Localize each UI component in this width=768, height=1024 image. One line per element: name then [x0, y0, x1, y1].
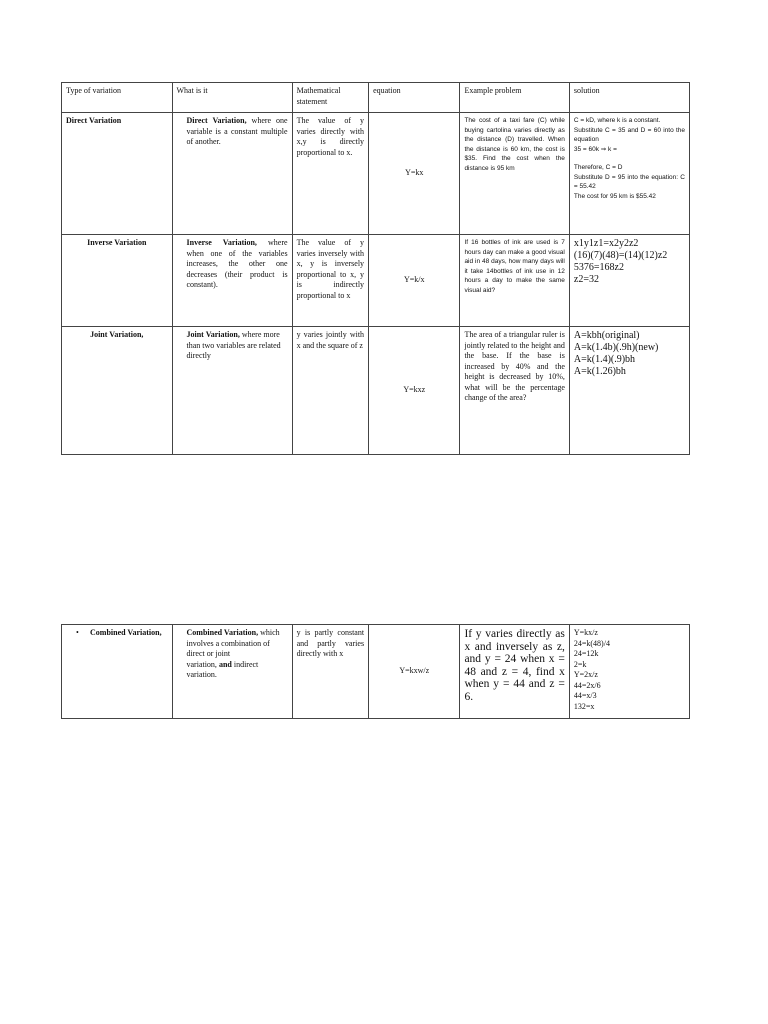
- type-cell: Direct Variation: [62, 113, 173, 235]
- what-cell: Direct Variation, where one variable is a constant multiple of another.: [172, 113, 292, 235]
- type-cell: Inverse Variation: [62, 235, 173, 327]
- example-cell: The area of a triangular ruler is jointly related to the height and the base. If the base is increased by 40% and the height is decreased by 10%, what will be the percentage change of the area?: [460, 327, 569, 455]
- equation-cell: Y=kx: [369, 113, 460, 235]
- header-what: What is it: [172, 83, 292, 113]
- what-cell: Joint Variation, where more than two variables are related directly: [172, 327, 292, 455]
- solution-cell: Y=kx/z 24=k(48)/4 24=12k 2=k Y=2x/z 44=2x/6 44=x/3 132=x: [569, 625, 689, 719]
- combined-variation-table: [61, 624, 690, 719]
- equation-cell: Y=kxw/z: [369, 625, 460, 719]
- equation-cell: Y=k/x: [369, 235, 460, 327]
- what-cell: Inverse Variation, where when one of the variables increases, the other one decreases (their product is constant).: [172, 235, 292, 327]
- header-example: Example problem: [460, 83, 569, 113]
- example-cell: If 16 bottles of ink are used is 7 hours day can make a good visual aid in 48 days, how many days will it take 14bottles of ink use in 12 hours a day to make the same visual aid?: [460, 235, 569, 327]
- what-cell: Combined Variation, which involves a combination of direct or joint variation, and indirect variation.: [172, 625, 292, 719]
- header-solution: solution: [569, 83, 689, 113]
- variation-table: [61, 82, 690, 455]
- header-statement: Mathematical statement: [292, 83, 369, 113]
- statement-cell: y varies jointly with x and the square of z: [292, 327, 369, 455]
- solution-cell: A=kbh(original) A=k(1.4b)(.9h)(new) A=k(1.4)(.9)bh A=k(1.26)bh: [569, 327, 689, 455]
- table-header-row: [62, 83, 690, 113]
- solution-cell: C = kD, where k is a constant. Substitute C = 35 and D = 60 into the equation 35 = 60k ⇒ k = Therefore, C = D Substitute D = 95 into the equation: C = 55.42 The cost for 95 km is $55.42: [569, 113, 689, 235]
- type-cell: Joint Variation,: [62, 327, 173, 455]
- table-row-direct: [62, 113, 690, 235]
- example-cell: The cost of a taxi fare (C) while buying cartolina varies directly as the distance (D) travelled. When the distance is 60 km, the cost is $35. Find the cost when the distance is 95 km: [460, 113, 569, 235]
- table-row-combined: [62, 625, 690, 719]
- header-type: Type of variation: [62, 83, 173, 113]
- statement-cell: y is partly constant and partly varies directly with x: [292, 625, 369, 719]
- type-cell: • Combined Variation,: [62, 625, 173, 719]
- table-row-inverse: [62, 235, 690, 327]
- statement-cell: The value of y varies inversely with x, y is inversely proportional to x, y is indirectly proportional to x: [292, 235, 369, 327]
- table-row-joint: [62, 327, 690, 455]
- statement-cell: The value of y varies directly with x,y is directly proportional to x.: [292, 113, 369, 235]
- header-equation: equation: [369, 83, 460, 113]
- example-cell: If y varies directly as x and inversely as z, and y = 24 when x = 48 and z = 4, find x when y = 44 and z = 6.: [460, 625, 569, 719]
- bullet-icon: •: [76, 628, 79, 637]
- solution-cell: x1y1z1=x2y2z2 (16)(7)(48)=(14)(12)z2 5376=168z2 z2=32: [569, 235, 689, 327]
- equation-cell: Y=kxz: [369, 327, 460, 455]
